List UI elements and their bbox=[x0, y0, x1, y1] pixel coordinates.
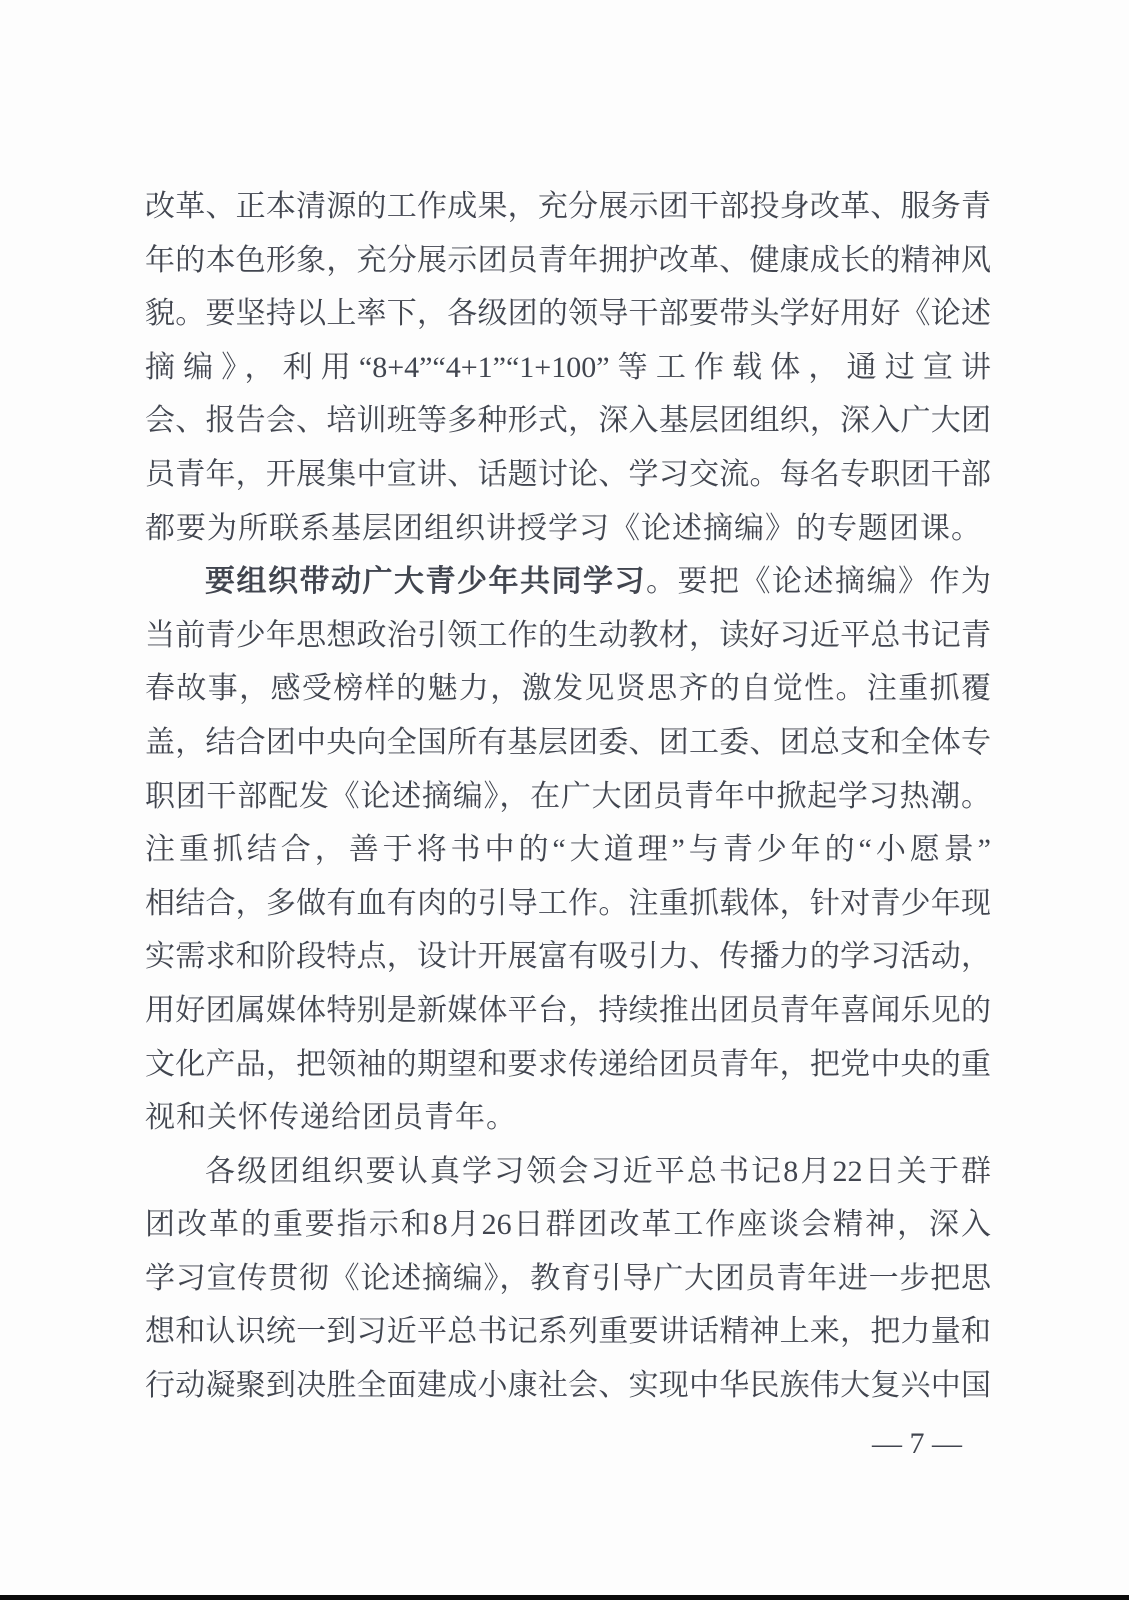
body-text: 行动凝聚到决胜全面建成小康社会、实现中华民族伟大复兴中国 bbox=[145, 1369, 991, 1403]
body-text: 。要把《论述摘编》作为 bbox=[646, 565, 991, 599]
body-text: 文化产品，把领袖的期望和要求传递给团员青年，把党中央的重 bbox=[145, 1047, 991, 1081]
text-line bbox=[145, 502, 991, 556]
text-line bbox=[145, 823, 991, 877]
body-text: 团改革的重要指示和8月26日群团改革工作座谈会精神，深入 bbox=[145, 1208, 991, 1242]
body-text: 注重抓结合，善于将书中的“大道理”与青少年的“小愿景” bbox=[145, 833, 991, 867]
body-text: 相结合，多做有血有肉的引导工作。注重抓载体，针对青少年现 bbox=[145, 886, 991, 920]
text-line bbox=[145, 1198, 991, 1252]
body-text: 年的本色形象，充分展示团员青年拥护改革、健康成长的精神风 bbox=[145, 243, 991, 277]
body-text: 员青年，开展集中宣讲、话题讨论、学习交流。每名专职团干部 bbox=[145, 457, 991, 491]
body-text: 貌。要坚持以上率下，各级团的领导干部要带头学好用好《论述 bbox=[145, 297, 991, 331]
body-text: 职团干部配发《论述摘编》，在广大团员青年中掀起学习热潮。 bbox=[145, 779, 991, 813]
body-text: 春故事，感受榜样的魅力，激发见贤思齐的自觉性。注重抓覆 bbox=[145, 672, 991, 706]
text-line bbox=[145, 930, 991, 984]
text-line bbox=[145, 1359, 991, 1413]
text-line bbox=[145, 1091, 991, 1145]
text-line bbox=[145, 609, 991, 663]
text-line bbox=[145, 1038, 991, 1092]
text-line bbox=[145, 662, 991, 716]
body-text: 想和认识统一到习近平总书记系列重要讲话精神上来，把力量和 bbox=[145, 1315, 991, 1349]
text-line bbox=[145, 448, 991, 502]
text-line bbox=[145, 1145, 991, 1199]
body-text: 摘编》，利用“8+4”“4+1”“1+100”等工作载体，通过宣讲 bbox=[145, 350, 991, 384]
text-line bbox=[145, 1305, 991, 1359]
text-line bbox=[145, 341, 991, 395]
emphasized-text: 要组织带动广大青少年共同学习 bbox=[205, 565, 646, 599]
body-text: 学习宣传贯彻《论述摘编》，教育引导广大团员青年进一步把思 bbox=[145, 1261, 991, 1295]
text-line bbox=[145, 770, 991, 824]
text-line bbox=[145, 394, 991, 448]
text-line bbox=[145, 287, 991, 341]
text-line bbox=[145, 877, 991, 931]
scan-edge-artifact bbox=[0, 1595, 1129, 1600]
text-line bbox=[145, 716, 991, 770]
text-line bbox=[145, 555, 991, 609]
body-text: 当前青少年思想政治引领工作的生动教材，读好习近平总书记青 bbox=[145, 618, 991, 652]
body-text: 都要为所联系基层团组织讲授学习《论述摘编》的专题团课。 bbox=[145, 511, 982, 545]
body-text: 改革、正本清源的工作成果，充分展示团干部投身改革、服务青 bbox=[145, 190, 991, 223]
body-text: 盖，结合团中央向全国所有基层团委、团工委、团总支和全体专 bbox=[145, 725, 991, 759]
body-text: 视和关怀传递给团员青年。 bbox=[145, 1101, 517, 1135]
body-text: 实需求和阶段特点，设计开展富有吸引力、传播力的学习活动， bbox=[145, 940, 991, 974]
text-line bbox=[145, 1252, 991, 1306]
text-line bbox=[145, 180, 991, 234]
text-line bbox=[145, 234, 991, 288]
body-text: 各级团组织要认真学习领会习近平总书记8月22日关于群 bbox=[205, 1154, 991, 1188]
document-body bbox=[145, 180, 991, 1413]
page-number: — 7 — bbox=[872, 1427, 962, 1460]
body-text: 用好团属媒体特别是新媒体平台，持续推出团员青年喜闻乐见的 bbox=[145, 993, 991, 1027]
body-text: 会、报告会、培训班等多种形式，深入基层团组织，深入广大团 bbox=[145, 404, 991, 438]
text-line bbox=[145, 984, 991, 1038]
